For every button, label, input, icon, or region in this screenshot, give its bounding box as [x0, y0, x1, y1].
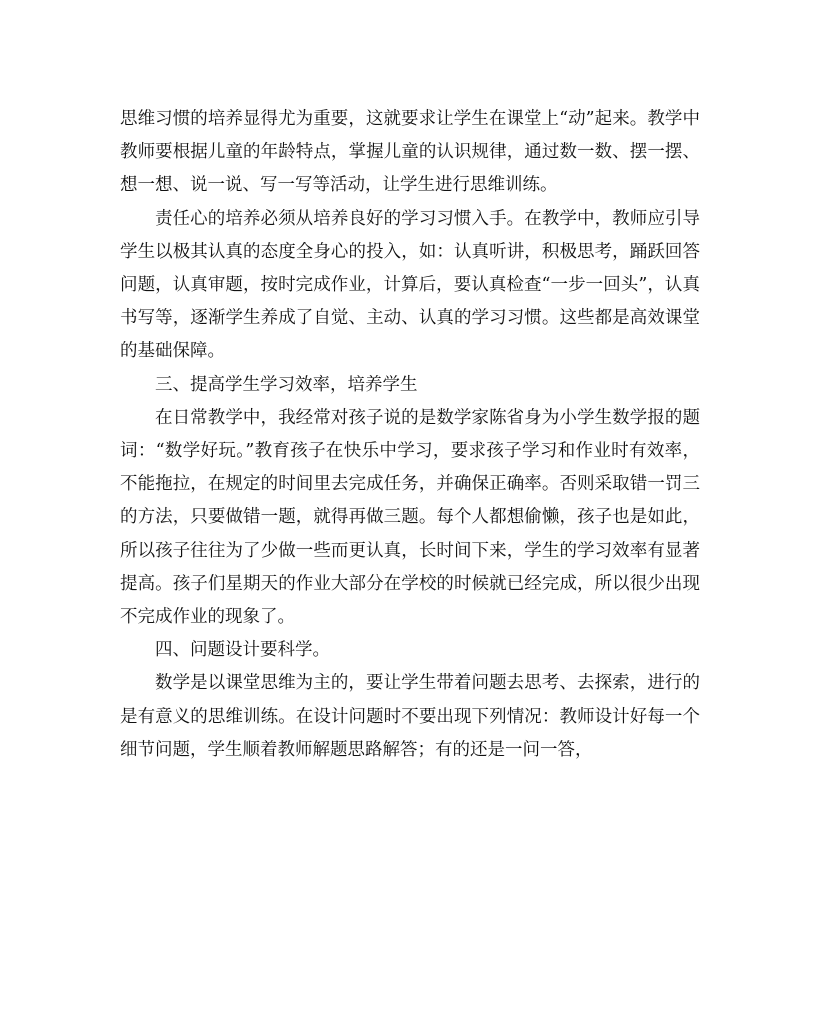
section-heading-four: 四、问题设计要科学。	[155, 640, 330, 661]
section-heading-three: 三、提高学生学习效率，培养学生	[155, 374, 418, 395]
document-body	[120, 103, 700, 767]
paragraph-efficiency: 在日常教学中，我经常对孩子说的是数学家陈省身为小学生数学报的题词：“数学好玩。”教育孩子在快乐中学习，要求孩子学习和作业时有效率，不能拖拉，在规定的时间里去完成任务，并确保正确率。否则采取错一罚三的方法，只要做错一题，就得再做三题。每个人都想偷懒，孩子也是如此，所以孩子往往为了少做一些而更认真，长时间下来，学生的学习效率有显著提高。孩子们星期天的作业大部分在学校的时候就已经完成，所以很少出现不完成作业的现象了。	[120, 407, 700, 628]
paragraph-continuation: 思维习惯的培养显得尤为重要，这就要求让学生在课堂上“动”起来。教学中教师要根据儿童的年龄特点，掌握儿童的认识规律，通过数一数、摆一摆、想一想、说一说、写一写等活动，让学生进行思维训练。	[120, 109, 700, 196]
paragraph-responsibility: 责任心的培养必须从培养良好的学习习惯入手。在教学中，教师应引导学生以极其认真的态度全身心的投入，如：认真听讲，积极思考，踊跃回答问题，认真审题，按时完成作业，计算后，要认真检查“一步一回头”，认真书写等，逐渐学生养成了自觉、主动、认真的学习习惯。这些都是高效课堂的基础保障。	[120, 208, 700, 362]
paragraph-question-design: 数学是以课堂思维为主的，要让学生带着问题去思考、去探索，进行的是有意义的思维训练。在设计问题时不要出现下列情况：教师设计好每一个细节问题，学生顺着教师解题思路解答；有的还是一问一答，	[120, 673, 700, 760]
